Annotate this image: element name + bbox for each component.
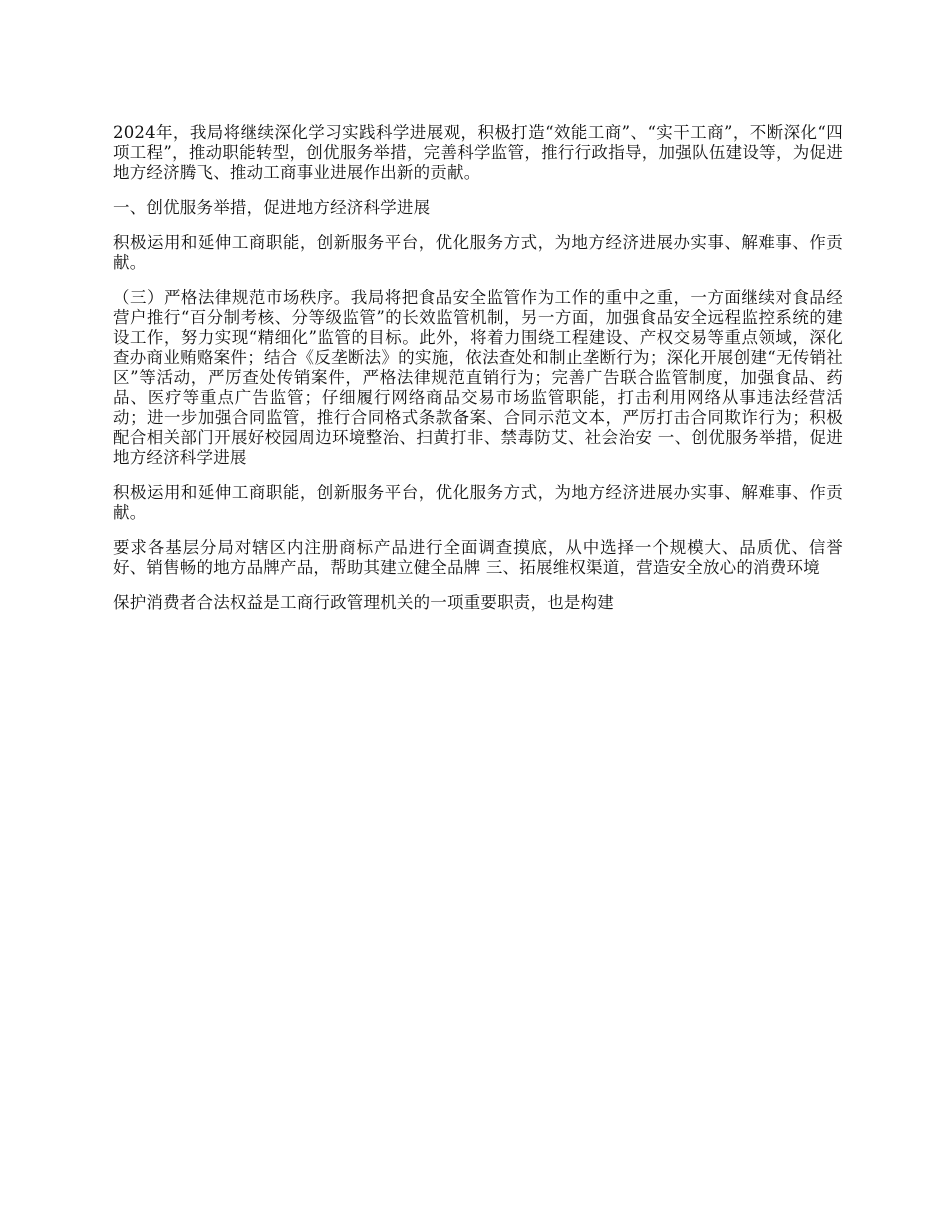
paragraph-consumer: 保护消费者合法权益是工商行政管理机关的一项重要职责，也是构建 [113, 593, 614, 612]
paragraph-service: 积极运用和延伸工商职能，创新服务平台，优化服务方式，为地方经济进展办实事、解难事、作贡献。 [113, 233, 843, 272]
paragraph-service-repeat: 积极运用和延伸工商职能，创新服务平台，优化服务方式，为地方经济进展办实事、解难事、作贡献。 [113, 483, 843, 522]
paragraph-brand: 要求各基层分局对辖区内注册商标产品进行全面调查摸底，从中选择一个规模大、品质优、信誉好、销售畅的地方品牌产品，帮助其建立健全品牌 三、拓展维权渠道，营造安全放心的消费环境 [113, 538, 843, 577]
paragraph-market-order: （三）严格法律规范市场秩序。我局将把食品安全监管作为工作的重中之重，一方面继续对食品经营户推行“百分制考核、分等级监管”的长效监管机制，另一方面，加强食品安全远程监控系统的建设工作，努力实现“精细化”监管的目标。此外，将着力围绕工程建设、产权交易等重点领域，深化查办商业贿赂案件；结合《反垄断法》的实施，依法查处和制止垄断行为；深化开展创建“无传销社区”等活动，严厉查处传销案件，严格法律规范直销行为；完善广告联合监管制度，加强食品、药品、医疗等重点广告监管；仔细履行网络商品交易市场监管职能，打击利用网络从事违法经营活动；进一步加强合同监管，推行合同格式条款备案、合同示范文本，严厉打击合同欺诈行为；积极配合相关部门开展好校园周边环境整治、扫黄打非、禁毒防艾、社会治安 一、创优服务举措，促进地方经济科学进展 [113, 288, 843, 467]
section-heading: 一、创优服务举措，促进地方经济科学进展 [113, 198, 431, 217]
paragraph-intro: 2024年，我局将继续深化学习实践科学进展观，积极打造“效能工商”、“实干工商”，不断深化“四项工程”，推动职能转型，创优服务举措，完善科学监管，推行行政指导，加强队伍建设等，为促进地方经济腾飞、推动工商事业进展作出新的贡献。 [113, 123, 843, 182]
document-body [113, 123, 843, 628]
